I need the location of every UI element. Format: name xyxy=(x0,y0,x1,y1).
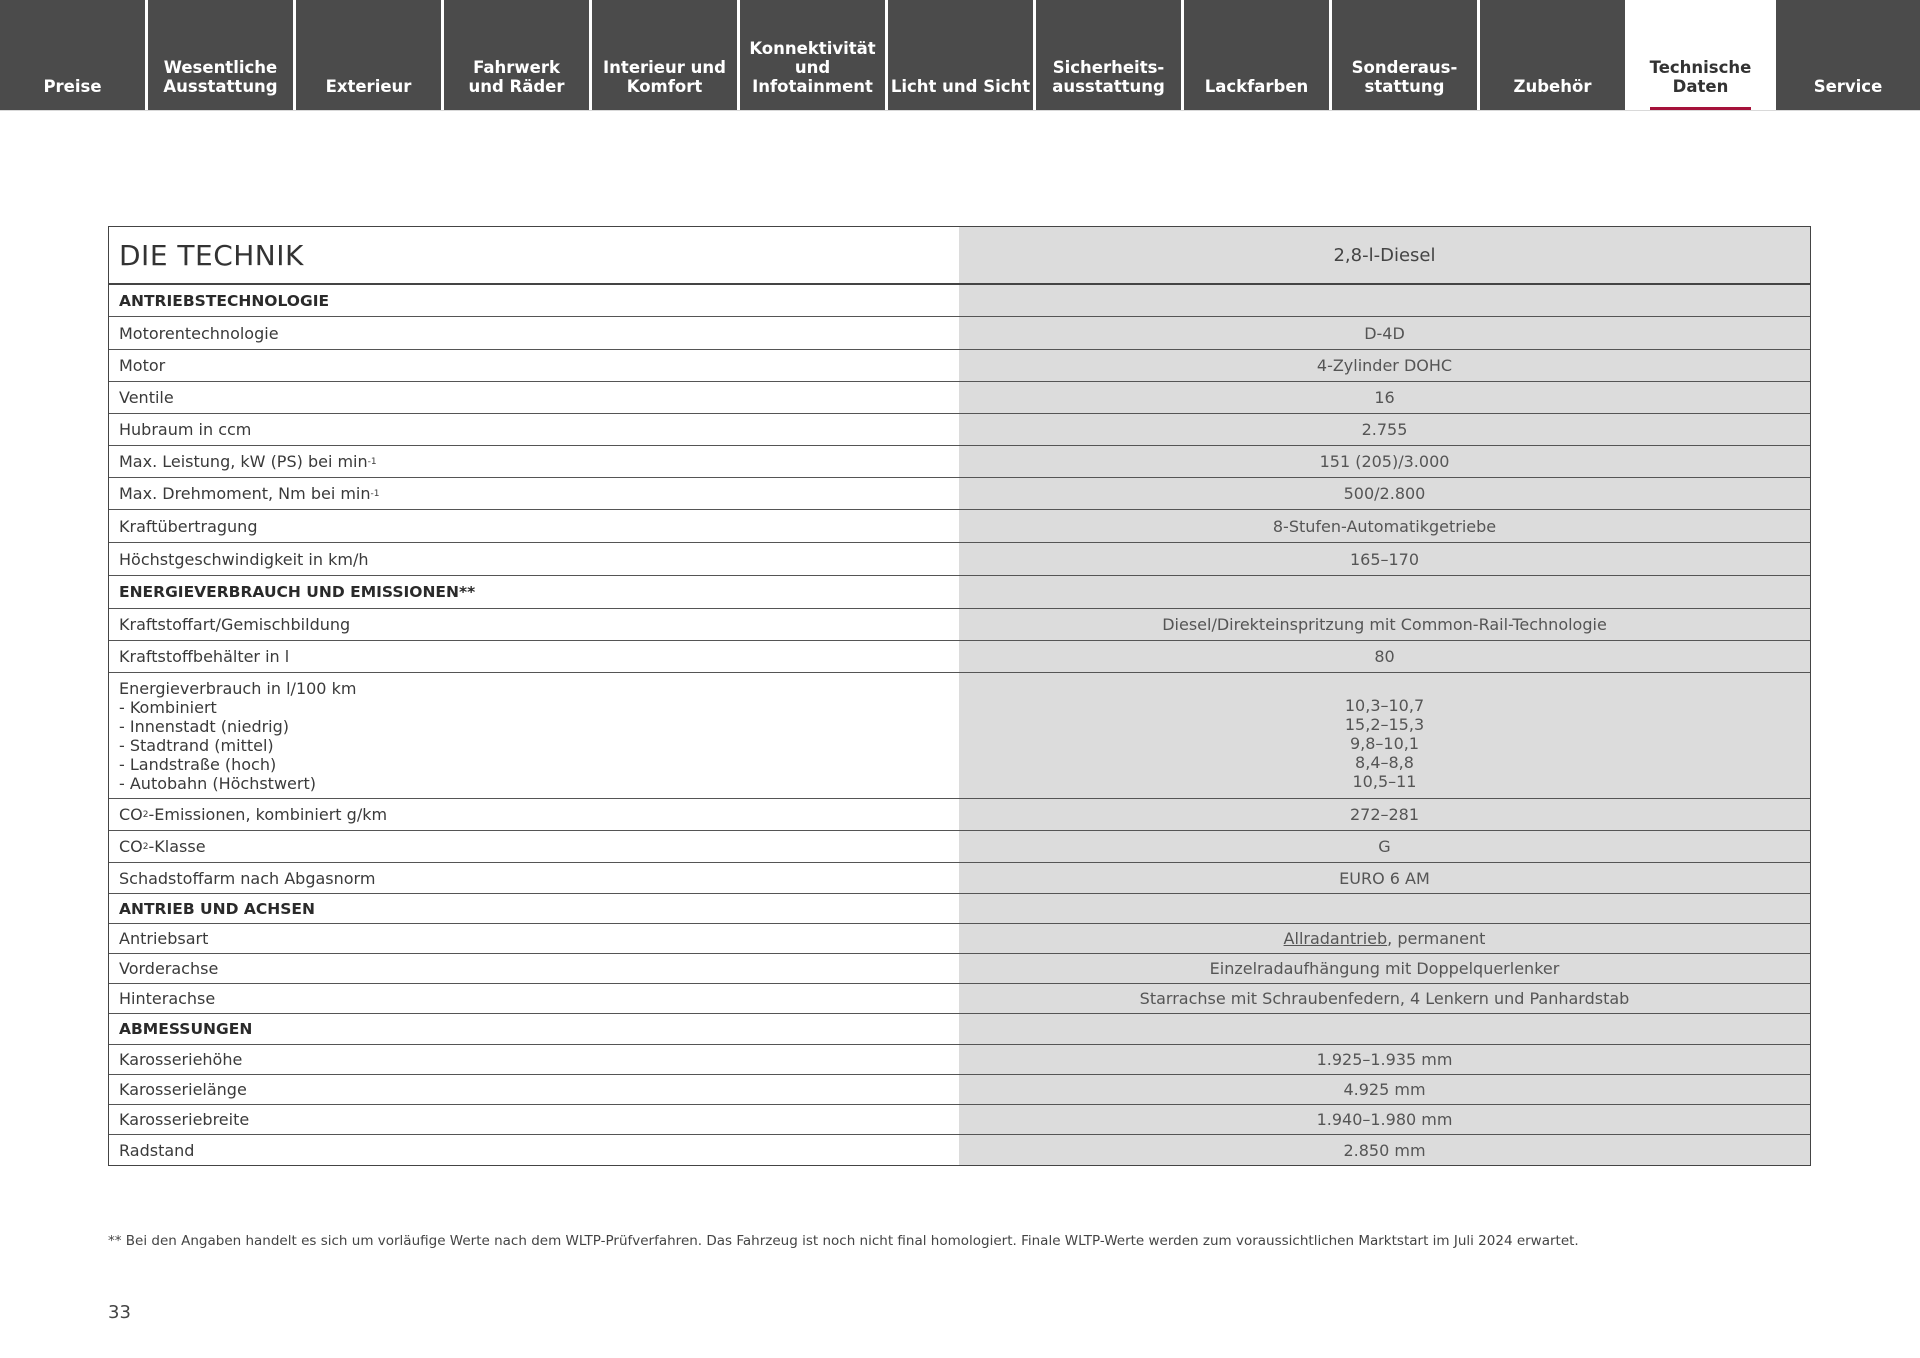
label-text: -Emissionen, kombiniert g/km xyxy=(148,805,388,824)
nav-divider xyxy=(0,110,1920,111)
table-row xyxy=(109,954,1810,984)
row-label-multi xyxy=(109,673,959,798)
row-label: Hubraum in ccm xyxy=(109,414,959,445)
table-row-energy xyxy=(109,673,1810,799)
row-label: Höchstgeschwindigkeit in km/h xyxy=(109,543,959,575)
row-label: Radstand xyxy=(109,1135,959,1165)
row-label: Vorderachse xyxy=(109,954,959,983)
page-number: 33 xyxy=(108,1302,131,1323)
table-row xyxy=(109,350,1810,382)
tab-fahrwerk-und-raeder[interactable] xyxy=(444,0,589,110)
column-header: 2,8-l-Diesel xyxy=(959,227,1810,283)
subscript: 2 xyxy=(142,809,149,820)
tab-lackfarben[interactable] xyxy=(1184,0,1329,110)
section-row xyxy=(109,576,1810,609)
row-label xyxy=(109,799,959,830)
superscript: -1 xyxy=(367,456,377,467)
tab-label: Interieur und Komfort xyxy=(603,58,726,96)
row-value: 8,4–8,8 xyxy=(1355,753,1414,772)
section-title: ENERGIEVERBRAUCH UND EMISSIONEN** xyxy=(109,576,959,608)
table-row xyxy=(109,831,1810,863)
empty-cell xyxy=(959,285,1810,316)
row-label: Ventile xyxy=(109,382,959,413)
tab-sicherheitsausstattung[interactable] xyxy=(1036,0,1181,110)
tab-konnektivitaet-und-infotainment[interactable] xyxy=(740,0,885,110)
row-value: 10,3–10,7 xyxy=(1344,696,1425,715)
table-row xyxy=(109,510,1810,543)
tab-zubehoer[interactable] xyxy=(1480,0,1625,110)
row-value: 1.940–1.980 mm xyxy=(959,1105,1810,1134)
table-row xyxy=(109,641,1810,673)
row-value: Starrachse mit Schraubenfedern, 4 Lenkern und Panhardstab xyxy=(959,984,1810,1013)
table-row xyxy=(109,1045,1810,1075)
row-label xyxy=(109,831,959,862)
section-title: ANTRIEB UND ACHSEN xyxy=(109,894,959,923)
section-row xyxy=(109,285,1810,317)
row-value: 500/2.800 xyxy=(959,478,1810,509)
tab-label: Sicherheits- ausstattung xyxy=(1052,58,1165,96)
label-text: Max. Leistung, kW (PS) bei min xyxy=(119,452,368,471)
row-value: 15,2–15,3 xyxy=(1344,715,1425,734)
label-text: Max. Drehmoment, Nm bei min xyxy=(119,484,371,503)
label-text: CO xyxy=(119,805,143,824)
row-value-multi xyxy=(959,673,1810,798)
section-title: ANTRIEBSTECHNOLOGIE xyxy=(109,285,959,316)
table-row xyxy=(109,799,1810,831)
row-value: 4.925 mm xyxy=(959,1075,1810,1104)
tab-label: Service xyxy=(1813,77,1883,96)
tab-label: Konnektivität und Infotainment xyxy=(749,39,876,96)
row-value: 151 (205)/3.000 xyxy=(959,446,1810,477)
tab-service[interactable] xyxy=(1776,0,1920,110)
tab-wesentliche-ausstattung[interactable] xyxy=(148,0,293,110)
section-row xyxy=(109,1014,1810,1045)
tab-label: Preise xyxy=(43,77,102,96)
table-row xyxy=(109,446,1810,478)
tab-exterieur[interactable] xyxy=(296,0,441,110)
row-value: 8-Stufen-Automatikgetriebe xyxy=(959,510,1810,542)
row-value: 2.850 mm xyxy=(959,1135,1810,1165)
row-value: Einzelradaufhängung mit Doppelquerlenker xyxy=(959,954,1810,983)
row-value: D-4D xyxy=(959,317,1810,349)
tab-licht-und-sicht[interactable] xyxy=(888,0,1033,110)
row-label: Hinterachse xyxy=(109,984,959,1013)
table-row xyxy=(109,1105,1810,1135)
row-label: Motorentechnologie xyxy=(109,317,959,349)
row-label: Karosseriebreite xyxy=(109,1105,959,1134)
row-label: Karosseriehöhe xyxy=(109,1045,959,1074)
row-value: 272–281 xyxy=(959,799,1810,830)
row-label xyxy=(109,478,959,509)
tab-interieur-und-komfort[interactable] xyxy=(592,0,737,110)
row-label: Antriebsart xyxy=(109,924,959,953)
empty-cell xyxy=(959,894,1810,923)
row-value: EURO 6 AM xyxy=(959,863,1810,893)
row-value: 1.925–1.935 mm xyxy=(959,1045,1810,1074)
row-value: 80 xyxy=(959,641,1810,672)
sub-label: - Kombiniert xyxy=(119,697,217,717)
tab-label: Licht und Sicht xyxy=(890,77,1031,96)
row-label: Karosserielänge xyxy=(109,1075,959,1104)
tab-preise[interactable] xyxy=(0,0,145,110)
empty-cell xyxy=(959,576,1810,608)
tab-label: Exterieur xyxy=(325,77,412,96)
row-label: Kraftstoffart/Gemischbildung xyxy=(109,609,959,640)
tab-label: Zubehör xyxy=(1513,77,1592,96)
row-value: G xyxy=(959,831,1810,862)
label-text: -Klasse xyxy=(148,837,206,856)
tab-label: Sonderaus- stattung xyxy=(1351,58,1458,96)
tab-label: Fahrwerk und Räder xyxy=(468,58,565,96)
table-header-row xyxy=(109,227,1810,285)
row-label: Schadstoffarm nach Abgasnorm xyxy=(109,863,959,893)
section-row xyxy=(109,894,1810,924)
row-value: 4-Zylinder DOHC xyxy=(959,350,1810,381)
table-title: DIE TECHNIK xyxy=(109,227,959,283)
spec-table xyxy=(108,226,1811,1166)
footnote: ** Bei den Angaben handelt es sich um vorläufige Werte nach dem WLTP-Prüfverfahren. Das Fahrzeug ist noch nicht final homologiert. Finale WLTP-Werte werden zum voraussichtlichen Marktstart im Juli 2024 erwartet. xyxy=(108,1233,1579,1249)
superscript: -1 xyxy=(370,488,380,499)
tab-label: Lackfarben xyxy=(1204,77,1309,96)
sub-label: - Landstraße (hoch) xyxy=(119,754,277,774)
top-navigation xyxy=(0,0,1920,110)
empty-cell xyxy=(959,1014,1810,1044)
subscript: 2 xyxy=(142,841,149,852)
sub-label: - Innenstadt (niedrig) xyxy=(119,716,290,736)
value-text: , permanent xyxy=(1387,929,1486,948)
section-title: ABMESSUNGEN xyxy=(109,1014,959,1044)
table-row xyxy=(109,414,1810,446)
row-label: Kraftübertragung xyxy=(109,510,959,542)
table-row xyxy=(109,1075,1810,1105)
table-row xyxy=(109,863,1810,894)
sub-label: - Stadtrand (mittel) xyxy=(119,735,274,755)
label-text: CO xyxy=(119,837,143,856)
row-value xyxy=(959,924,1810,953)
table-row xyxy=(109,543,1810,576)
row-value: 2.755 xyxy=(959,414,1810,445)
tab-technische-daten[interactable] xyxy=(1628,0,1773,110)
table-row xyxy=(109,478,1810,510)
row-value: 16 xyxy=(959,382,1810,413)
row-value: Diesel/Direkteinspritzung mit Common-Rail-Technologie xyxy=(959,609,1810,640)
allradantrieb-link[interactable]: Allradantrieb xyxy=(1283,929,1388,948)
table-row xyxy=(109,1135,1810,1165)
sub-label: - Autobahn (Höchstwert) xyxy=(119,773,316,793)
tab-label: Wesentliche Ausstattung xyxy=(163,58,278,96)
table-row xyxy=(109,609,1810,641)
table-row xyxy=(109,382,1810,414)
table-row xyxy=(109,924,1810,954)
table-row xyxy=(109,317,1810,350)
tab-sonderausstattung[interactable] xyxy=(1332,0,1477,110)
table-row xyxy=(109,984,1810,1014)
row-label: Kraftstoffbehälter in l xyxy=(109,641,959,672)
row-value: 10,5–11 xyxy=(1352,772,1417,791)
row-label: Motor xyxy=(109,350,959,381)
row-value: 9,8–10,1 xyxy=(1349,734,1420,753)
row-value: 165–170 xyxy=(959,543,1810,575)
tab-label: Technische Daten xyxy=(1649,58,1752,96)
row-label xyxy=(109,446,959,477)
row-label: Energieverbrauch in l/100 km xyxy=(119,678,357,698)
